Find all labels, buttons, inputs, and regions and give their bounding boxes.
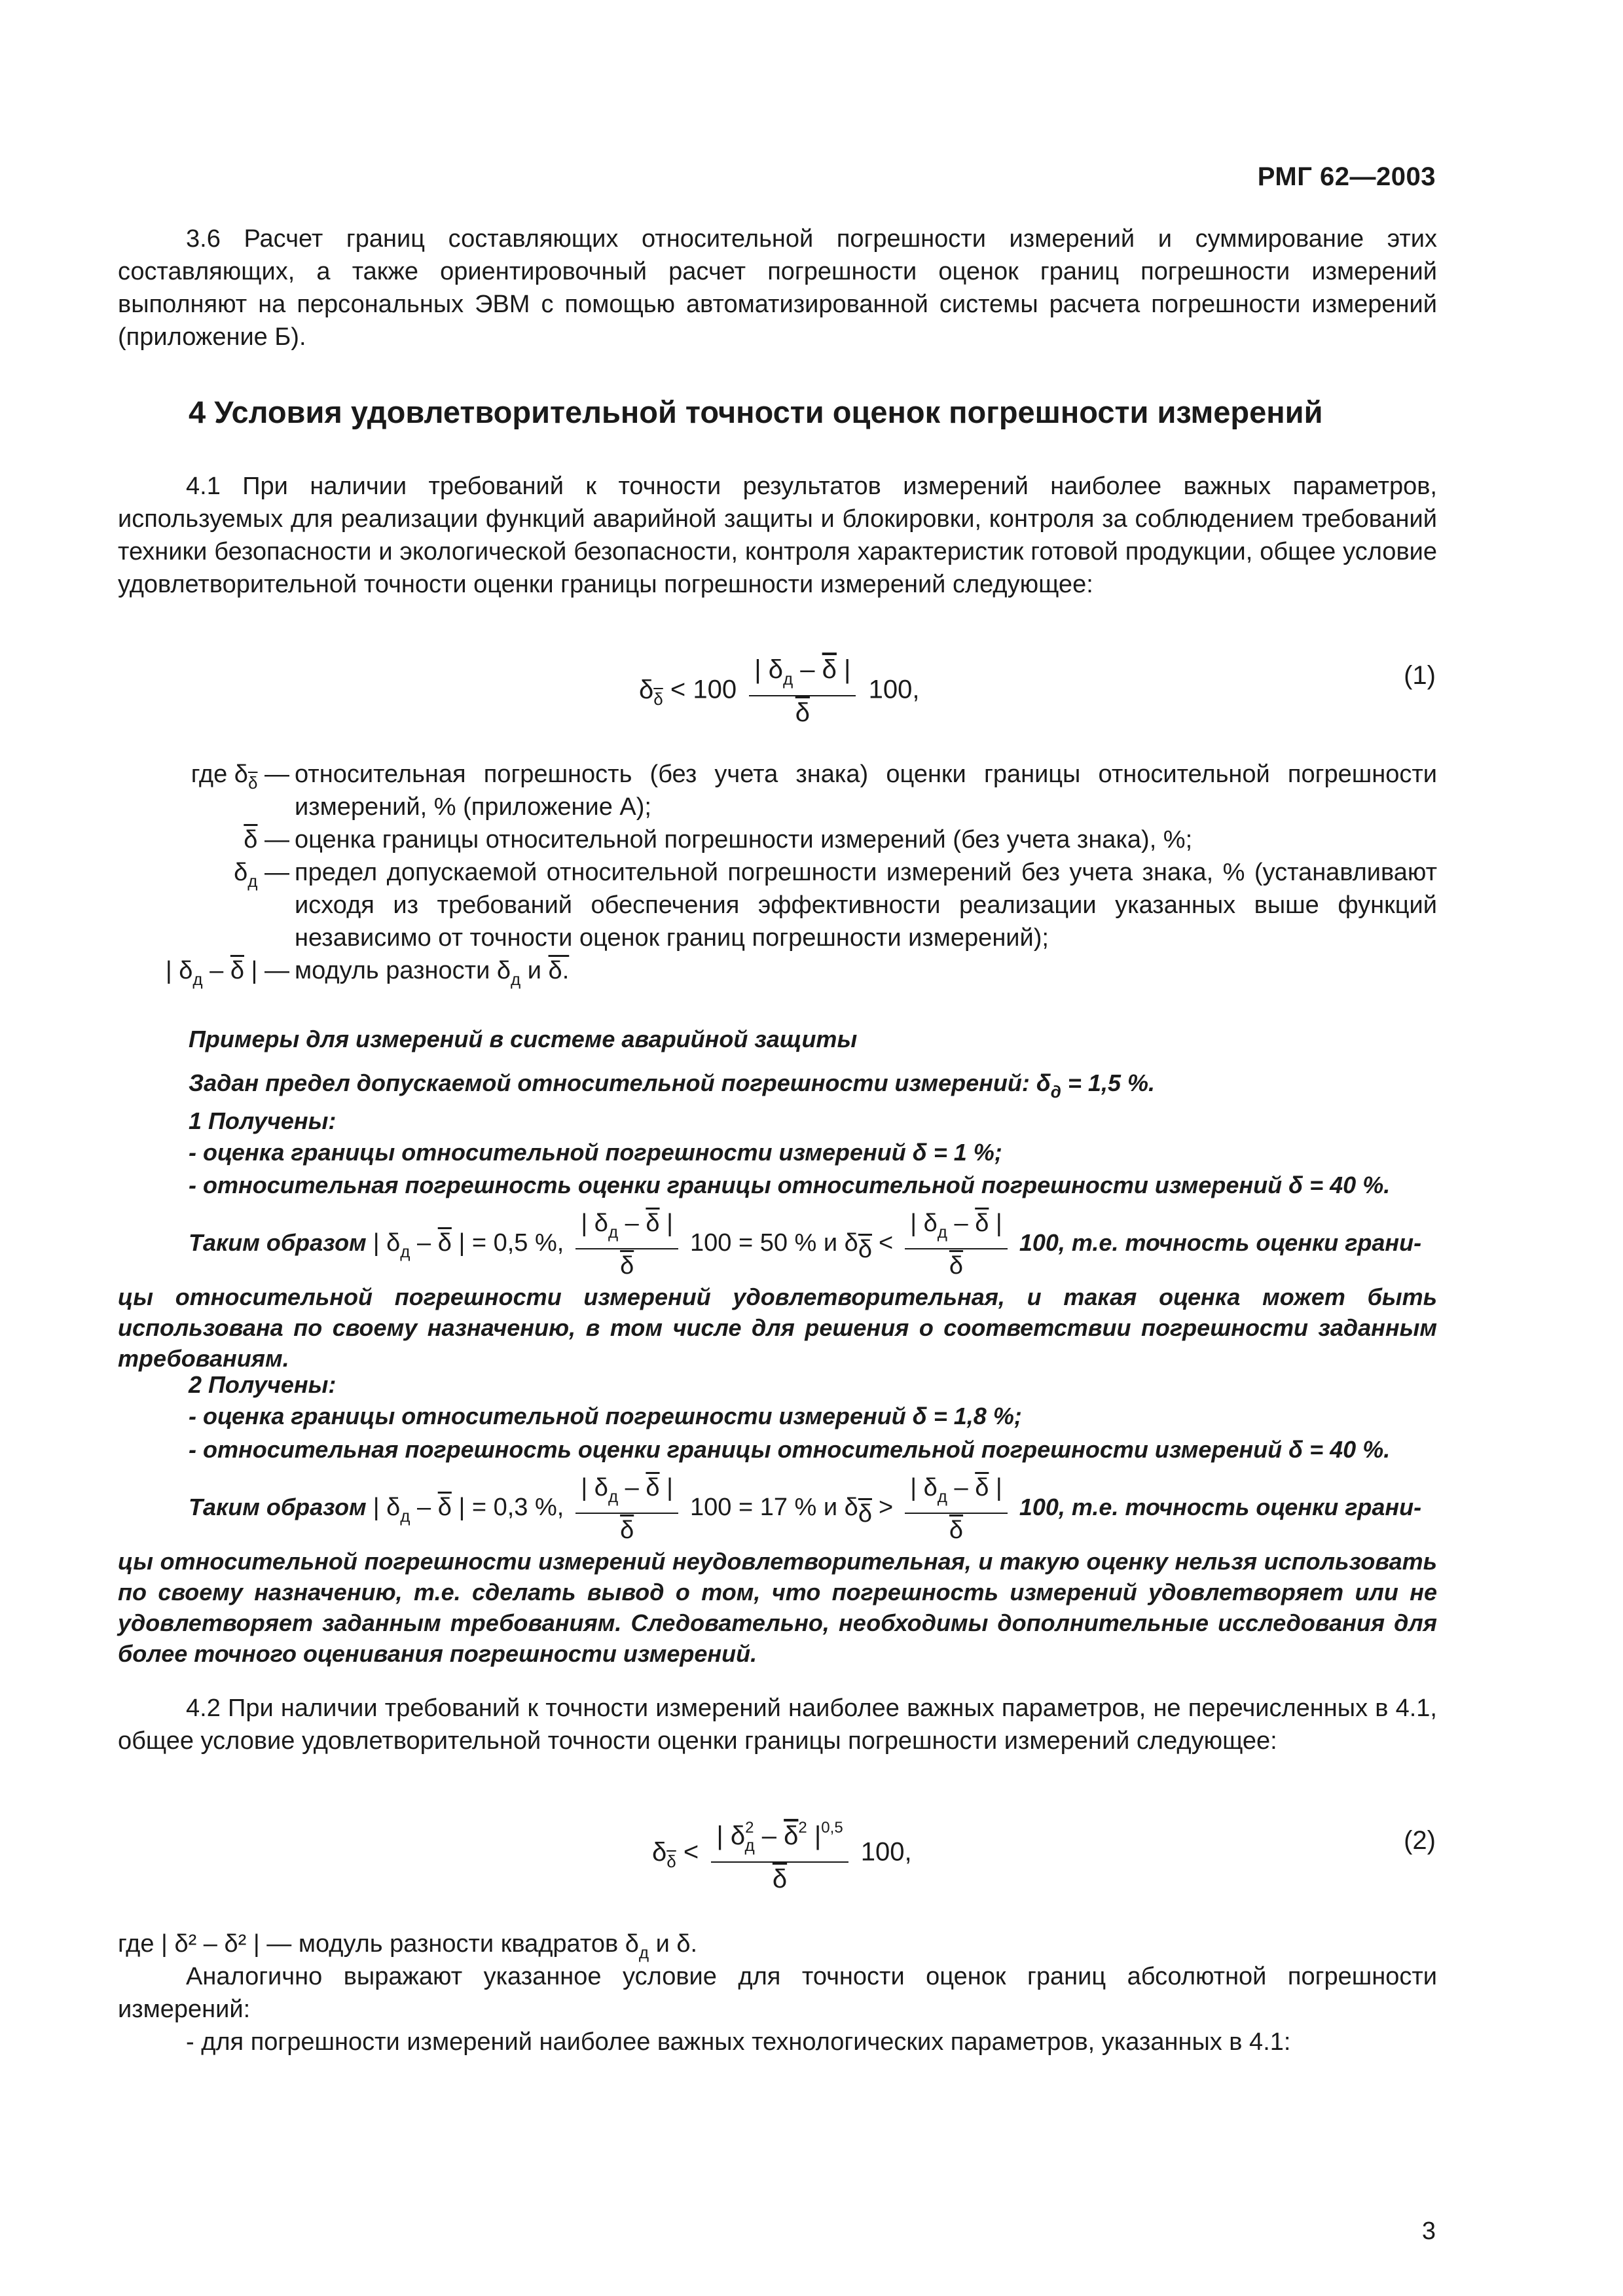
paragraph-4-1: 4.1 При наличии требований к точности результатов измерений наиболее важных параметров, используемых для реализации функций аварийной защиты и блокировки, контроля за соблюдением требований техники безопасности и экологической безопасности, контроля характеристик готовой продукции, общее условие удовлетворительной точности оценки границы погрешности измерений следующее:: [118, 473, 1437, 598]
where-item-4: модуль разности $\delta_д$ и δ.: [295, 957, 570, 989]
formula-1-fraction: $\frac{| \delta_д - \overline{\delta} |}{\delta}$: [749, 655, 856, 728]
formula-1-tail: 100,: [868, 675, 920, 704]
paragraph-3-6: 3.6 Расчет границ составляющих относительной погрешности измерений и суммирование этих составляющих, а также ориентировочный расчет погрешности оценок границ погрешности измерений выполняют на персональных ЭВМ с помощью автоматизированной системы расчета погрешности измерений (приложение Б).: [118, 225, 1437, 351]
bullet-last: - для погрешности измерений наиболее важных технологических параметров, указанных в 4.1:: [186, 2028, 1291, 2056]
example-1-bullet-2: - относительная погрешность оценки границы относительной погрешности измерений δ = 40 %.: [189, 1172, 1391, 1198]
example-2-conclusion: цы относительной погрешности измерений неудовлетворительная, и такую оценку нельзя использовать по своему назначению, т.е. сделать вывод о том, что погрешность измерений удовлетворяет или не удовлетворяет заданным требованиям. Следовательно, необходимы дополнительные исследования для более точного оценивания погрешности измерений.: [118, 1548, 1437, 1667]
where-block-2: где | δ² – δ² | — модуль разности квадратов $\delta_д$ и δ.: [118, 1930, 698, 1962]
example-1-bullet-1: - оценка границы относительной погрешности измерений δ = 1 %;: [189, 1139, 1002, 1166]
formula-2: $\delta_{\overline{\delta}}$ < $\frac{| \delta^2_д - \overline{\delta}^2 |^{0,5}}{\delta}$ 100,: [652, 1813, 912, 1894]
formula-1-lt: <: [670, 675, 686, 704]
formula-1-coef: 100: [693, 675, 737, 704]
example-1-calc: Таким образом | $\delta_д - \overline{\delta}$ | = 0,5 %, $\frac{| \delta_д - \overline{\delta} |}{\delta}$ 100 = 50 % и $\delta_{\overline{\delta}}$ < $\frac{| \delta_д - \overline{\delta} |}{\delta}$ 100, т.е. точность оценки грани-: [189, 1210, 1422, 1280]
where-block-1: где $\delta_{\overline{\delta}}$ — относительная погрешность (без учета знака) оценки границы относительной погрешности измерений, % (приложение А); $\overline{\delta}$ — оценка границы относительной погрешности измерений (без учета знака), %; $\delta_д$ — предел допускаемой относительной погрешности измерений без учета знака, % (устанавливают исходя из требований обеспечения эффективности реализации указанных выше функций независимо от точности оценок границ погрешности измерений); | $\delta_д - \overline{\delta}$ | — модуль разности $\delta_д$ и δ.: [118, 758, 1437, 996]
formula-2-fraction: $\frac{| \delta^2_д - \overline{\delta}^2 |^{0,5}}{\delta}$: [711, 1813, 848, 1894]
example-2-label: 2 Получены:: [189, 1371, 337, 1398]
paragraph-analog: Аналогично выражают указанное условие для точности оценок границ абсолютной погрешности измерений:: [118, 1963, 1437, 2023]
example-2-bullet-2: - относительная погрешность оценки границы относительной погрешности измерений δ = 40 %.: [189, 1436, 1391, 1463]
formula-1: [639, 655, 919, 728]
example-1-label: 1 Получены:: [189, 1107, 337, 1134]
example-1-conclusion: цы относительной погрешности измерений удовлетворительная, и такая оценка может быть использована по своему назначению, в том числе для решения о соответствии погрешности заданным требованиям.: [118, 1283, 1437, 1372]
example-2-calc: Таким образом | $\delta_д - \overline{\delta}$ | = 0,3 %, $\frac{| \delta_д - \overline{\delta} |}{\delta}$ 100 = 17 % и $\delta_{\overline{\delta}}$ > $\frac{| \delta_д - \overline{\delta} |}{\delta}$ 100, т.е. точность оценки грани-: [189, 1474, 1422, 1544]
document-code: РМГ 62—2003: [1257, 162, 1436, 191]
where-item-2: оценка границы относительной погрешности измерений (без учета знака), %;: [295, 826, 1193, 853]
paragraph-4-2: 4.2 При наличии требований к точности измерений наиболее важных параметров, не перечисленных в 4.1, общее условие удовлетворительной точности оценки границы погрешности измерений следующее:: [118, 1695, 1437, 1755]
formula-2-number: (2): [1404, 1826, 1436, 1855]
formula-1-number: (1): [1404, 661, 1436, 690]
page-number: 3: [1421, 2217, 1436, 2245]
examples-heading: Примеры для измерений в системе аварийной защиты: [189, 1026, 858, 1052]
section-4-title: 4 Условия удовлетворительной точности оценок погрешности измерений: [189, 395, 1323, 429]
where-item-1: относительная погрешность (без учета знака) оценки границы относительной погрешности измерений, % (приложение А);: [295, 761, 1437, 821]
where-item-3: предел допускаемой относительной погрешности измерений без учета знака, % (устанавливают исходя из требований обеспечения эффективности реализации указанных выше функций независимо от точности оценок границ погрешности измерений);: [295, 859, 1437, 952]
formula-1-lhs: $\delta_{\overline{\delta}}$: [639, 675, 663, 709]
example-2-bullet-1: - оценка границы относительной погрешности измерений δ = 1,8 %;: [189, 1403, 1022, 1429]
examples-given: Задан предел допускаемой относительной погрешности измерений: $\delta_д = 1,5$ %.: [189, 1069, 1155, 1102]
